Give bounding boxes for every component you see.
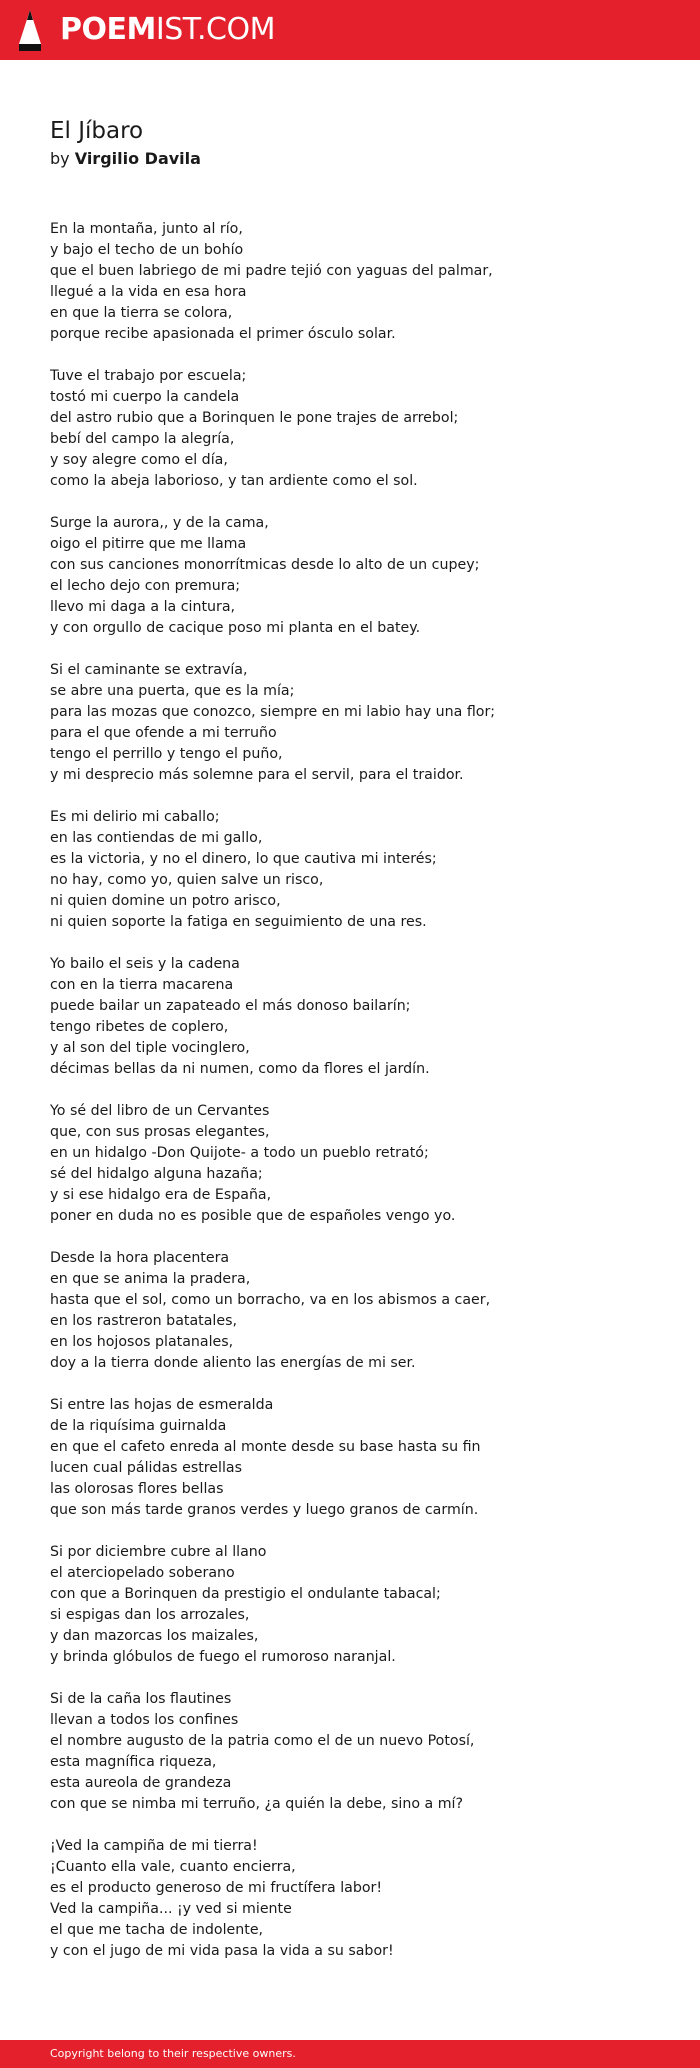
poem-line: para las mozas que conozco, siempre en mi labio hay una flor;	[50, 704, 496, 720]
stanza	[50, 513, 670, 639]
poem-line: llegué a la vida en esa hora	[50, 284, 247, 300]
poem-line: en un hidalgo -Don Quijote- a todo un pueblo retrató;	[50, 1145, 429, 1161]
poem-line: de la riquísima guirnalda	[50, 1418, 227, 1434]
stanza	[50, 366, 670, 492]
poem-line: y soy alegre como el día,	[50, 452, 228, 468]
poem-line: para el que ofende a mi terruño	[50, 725, 277, 741]
logo-bold-text: POEM	[60, 12, 156, 47]
stanza	[50, 219, 670, 345]
poem-line: es la victoria, y no el dinero, lo que cautiva mi interés;	[50, 851, 437, 867]
stanza	[50, 1542, 670, 1668]
poem-line: llevo mi daga a la cintura,	[50, 599, 236, 615]
poem-line: y al son del tiple vocinglero,	[50, 1040, 250, 1056]
poem-line: el aterciopelado soberano	[50, 1565, 235, 1581]
poem-line: esta magnífica riqueza,	[50, 1754, 217, 1770]
poem-line: el nombre augusto de la patria como el de un nuevo Potosí,	[50, 1733, 475, 1749]
poem-line: se abre una puerta, que es la mía;	[50, 683, 295, 699]
poem-line: y con el jugo de mi vida pasa la vida a su sabor!	[50, 1943, 394, 1959]
poem-line: y dan mazorcas los maizales,	[50, 1628, 259, 1644]
poem-line: con en la tierra macarena	[50, 977, 234, 993]
poem-line: Si entre las hojas de esmeralda	[50, 1397, 274, 1413]
poem-line: ni quien domine un potro arisco,	[50, 893, 281, 909]
poem-line: esta aureola de grandeza	[50, 1775, 232, 1791]
poem-line: con que se nimba mi terruño, ¿a quién la debe, sino a mí?	[50, 1796, 464, 1812]
by-label: by	[50, 149, 70, 168]
poem-body	[50, 219, 670, 1983]
stanza	[50, 1248, 670, 1374]
site-footer	[0, 2040, 700, 2068]
poem-line: Si el caminante se extravía,	[50, 662, 248, 678]
poem-line: llevan a todos los confines	[50, 1712, 239, 1728]
poem-line: en que se anima la pradera,	[50, 1271, 251, 1287]
poem-line: ni quien soporte la fatiga en seguimiento de una res.	[50, 914, 427, 930]
poem-line: oigo el pitirre que me llama	[50, 536, 247, 552]
stanza	[50, 1836, 670, 1962]
poem-line: en los rastreron batatales,	[50, 1313, 237, 1329]
poem-line: En la montaña, junto al río,	[50, 221, 243, 237]
poem-line: y con orgullo de cacique poso mi planta en el batey.	[50, 620, 421, 636]
byline	[50, 148, 650, 170]
poem-line: con que a Borinquen da prestigio el ondulante tabacal;	[50, 1586, 441, 1602]
poem-line: y bajo el techo de un bohío	[50, 242, 244, 258]
poem-line: Yo sé del libro de un Cervantes	[50, 1103, 270, 1119]
poem-line: si espigas dan los arrozales,	[50, 1607, 250, 1623]
poem-line: en los hojosos platanales,	[50, 1334, 234, 1350]
logo-light-text: IST.COM	[155, 12, 275, 47]
stanza	[50, 807, 670, 933]
poem-line: hasta que el sol, como un borracho, va en los abismos a caer,	[50, 1292, 491, 1308]
author-name: Virgilio Davila	[74, 149, 201, 168]
poem-line: Surge la aurora,, y de la cama,	[50, 515, 269, 531]
poem-line: doy a la tierra donde aliento las energías de mi ser.	[50, 1355, 416, 1371]
poem-line: Desde la hora placentera	[50, 1250, 230, 1266]
poem-line: en que el cafeto enreda al monte desde su base hasta su fin	[50, 1439, 481, 1455]
poem-line: tengo ribetes de coplero,	[50, 1019, 229, 1035]
poem-line: y brinda glóbulos de fuego el rumoroso naranjal.	[50, 1649, 396, 1665]
stanza	[50, 1101, 670, 1227]
poem-line: bebí del campo la alegría,	[50, 431, 235, 447]
poem-line: ¡Ved la campiña de mi tierra!	[50, 1838, 258, 1854]
poem-line: el lecho dejo con premura;	[50, 578, 241, 594]
poem-line: décimas bellas da ni numen, como da flores el jardín.	[50, 1061, 430, 1077]
poem-line: Yo bailo el seis y la cadena	[50, 956, 240, 972]
poem-line: porque recibe apasionada el primer ósculo solar.	[50, 326, 396, 342]
stanza	[50, 1689, 670, 1815]
poem-line: poner en duda no es posible que de españoles vengo yo.	[50, 1208, 456, 1224]
poem-line: que son más tarde granos verdes y luego granos de carmín.	[50, 1502, 479, 1518]
poem-line: el que me tacha de indolente,	[50, 1922, 264, 1938]
poem-line: es el producto generoso de mi fructífera labor!	[50, 1880, 383, 1896]
poem-line: ¡Cuanto ella vale, cuanto encierra,	[50, 1859, 296, 1875]
poem-line: con sus canciones monorrítmicas desde lo alto de un cupey;	[50, 557, 480, 573]
poem-line: sé del hidalgo alguna hazaña;	[50, 1166, 263, 1182]
poem-line: que, con sus prosas elegantes,	[50, 1124, 270, 1140]
poem-line: y mi desprecio más solemne para el servil, para el traidor.	[50, 767, 464, 783]
poem-line: Ved la campiña... ¡y ved si miente	[50, 1901, 292, 1917]
pencil-logo-icon[interactable]	[17, 10, 43, 52]
poem-line: Si de la caña los flautines	[50, 1691, 232, 1707]
poem-line: del astro rubio que a Borinquen le pone trajes de arrebol;	[50, 410, 459, 426]
poem-line: las olorosas flores bellas	[50, 1481, 224, 1497]
poem-line: no hay, como yo, quien salve un risco,	[50, 872, 324, 888]
poem-line: lucen cual pálidas estrellas	[50, 1460, 242, 1476]
stanza	[50, 660, 670, 786]
copyright-text: Copyright belong to their respective owners.	[50, 2047, 296, 2060]
poem-title: El Jíbaro	[50, 118, 144, 144]
site-header	[0, 0, 700, 60]
poem-line: puede bailar un zapateado el más donoso bailarín;	[50, 998, 411, 1014]
poem-line: Tuve el trabajo por escuela;	[50, 368, 247, 384]
poem-line: Si por diciembre cubre al llano	[50, 1544, 267, 1560]
stanza	[50, 954, 670, 1080]
poem-line: como la abeja laborioso, y tan ardiente como el sol.	[50, 473, 418, 489]
poem-line: que el buen labriego de mi padre tejió con yaguas del palmar,	[50, 263, 493, 279]
poem-line: y si ese hidalgo era de España,	[50, 1187, 272, 1203]
poem-line: Es mi delirio mi caballo;	[50, 809, 220, 825]
poem-line: tengo el perrillo y tengo el puño,	[50, 746, 283, 762]
poem-line: en las contiendas de mi gallo,	[50, 830, 263, 846]
poem-line: en que la tierra se colora,	[50, 305, 233, 321]
stanza	[50, 1395, 670, 1521]
site-logo[interactable]	[60, 11, 275, 49]
poem-header	[50, 116, 650, 170]
poem-line: tostó mi cuerpo la candela	[50, 389, 240, 405]
